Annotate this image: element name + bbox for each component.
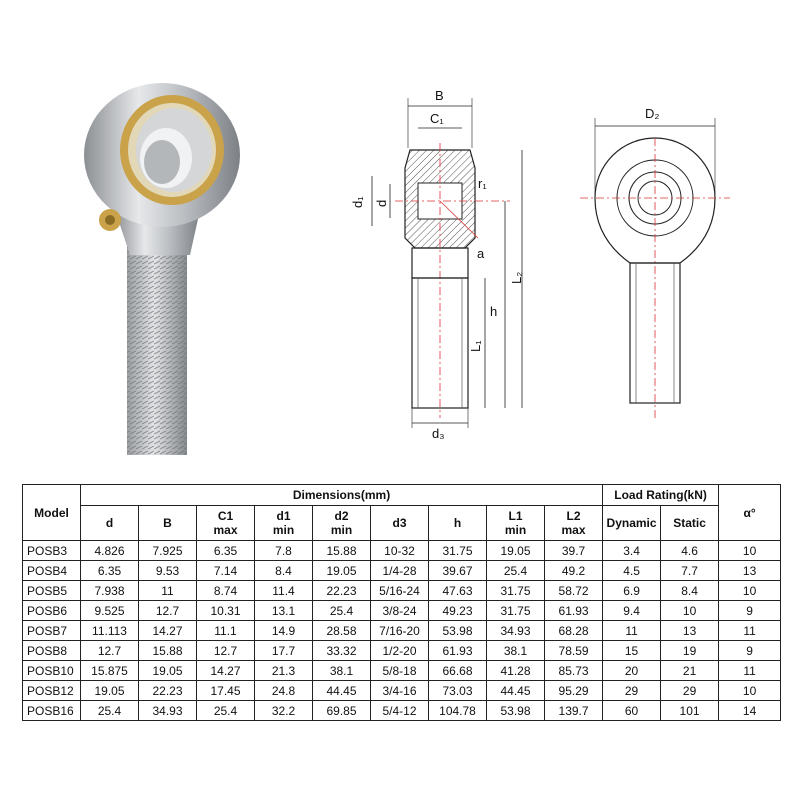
table-cell: 47.63 — [429, 581, 487, 601]
table-cell: 8.4 — [661, 581, 719, 601]
load-column-header: Dynamic — [603, 506, 661, 541]
table-cell: 10 — [719, 541, 781, 561]
table-cell: 15.875 — [81, 661, 139, 681]
table-cell: 5/8-18 — [371, 661, 429, 681]
table-cell: 61.93 — [545, 601, 603, 621]
table-cell: 53.98 — [487, 701, 545, 721]
table-cell: 39.7 — [545, 541, 603, 561]
model-cell: POSB12 — [23, 681, 81, 701]
table-cell: 13 — [661, 621, 719, 641]
table-cell: 6.35 — [81, 561, 139, 581]
table-cell: 29 — [661, 681, 719, 701]
table-cell: 69.85 — [313, 701, 371, 721]
column-header: d — [81, 506, 139, 541]
table-cell: 66.68 — [429, 661, 487, 681]
table-row — [23, 601, 781, 621]
table-cell: 4.5 — [603, 561, 661, 581]
table-cell: 29 — [603, 681, 661, 701]
table-cell: 28.58 — [313, 621, 371, 641]
table-cell: 17.45 — [197, 681, 255, 701]
table-cell: 7.938 — [81, 581, 139, 601]
label-d: d — [374, 199, 389, 207]
table-cell: 13.1 — [255, 601, 313, 621]
table-cell: 10.31 — [197, 601, 255, 621]
table-cell: 22.23 — [313, 581, 371, 601]
model-cell: POSB5 — [23, 581, 81, 601]
table-cell: 85.73 — [545, 661, 603, 681]
table-cell: 19.05 — [313, 561, 371, 581]
table-cell: 20 — [603, 661, 661, 681]
table-cell: 1/4-28 — [371, 561, 429, 581]
table-cell: 14.9 — [255, 621, 313, 641]
table-row — [23, 681, 781, 701]
table-cell: 101 — [661, 701, 719, 721]
table-cell: 34.93 — [487, 621, 545, 641]
table-cell: 10 — [719, 681, 781, 701]
table-cell: 7.14 — [197, 561, 255, 581]
alpha-header: α° — [719, 485, 781, 541]
table-cell: 21 — [661, 661, 719, 681]
table-cell: 3/8-24 — [371, 601, 429, 621]
table-cell: 14.27 — [139, 621, 197, 641]
table-cell: 10 — [719, 581, 781, 601]
table-row — [23, 661, 781, 681]
column-header: d2 min — [313, 506, 371, 541]
model-cell: POSB6 — [23, 601, 81, 621]
label-d3: d₃ — [432, 426, 445, 441]
column-header: L2 max — [545, 506, 603, 541]
table-cell: 4.826 — [81, 541, 139, 561]
table-cell: 58.72 — [545, 581, 603, 601]
table-cell: 1/2-20 — [371, 641, 429, 661]
model-cell: POSB10 — [23, 661, 81, 681]
table-cell: 49.2 — [545, 561, 603, 581]
table-cell: 11.1 — [197, 621, 255, 641]
table-cell: 25.4 — [487, 561, 545, 581]
table-cell: 6.35 — [197, 541, 255, 561]
table-cell: 38.1 — [313, 661, 371, 681]
label-a: a — [477, 246, 485, 261]
table-cell: 9 — [719, 641, 781, 661]
table-cell: 4.6 — [661, 541, 719, 561]
table-cell: 61.93 — [429, 641, 487, 661]
table-cell: 3.4 — [603, 541, 661, 561]
label-r1: r₁ — [478, 176, 487, 191]
table-cell: 9.53 — [139, 561, 197, 581]
table-cell: 11.4 — [255, 581, 313, 601]
model-cell: POSB16 — [23, 701, 81, 721]
column-header: d3 — [371, 506, 429, 541]
table-cell: 31.75 — [487, 601, 545, 621]
load-rating-header: Load Rating(kN) — [603, 485, 719, 506]
label-h: h — [490, 304, 498, 319]
table-row — [23, 701, 781, 721]
table-cell: 32.2 — [255, 701, 313, 721]
table-cell: 39.67 — [429, 561, 487, 581]
table-cell: 68.28 — [545, 621, 603, 641]
table-cell: 19 — [661, 641, 719, 661]
table-cell: 10 — [661, 601, 719, 621]
label-B: B — [435, 88, 444, 103]
model-cell: POSB4 — [23, 561, 81, 581]
table-cell: 9 — [719, 601, 781, 621]
table-cell: 38.1 — [487, 641, 545, 661]
model-cell: POSB3 — [23, 541, 81, 561]
table-cell: 3/4-16 — [371, 681, 429, 701]
table-cell: 104.78 — [429, 701, 487, 721]
table-cell: 73.03 — [429, 681, 487, 701]
table-cell: 11.113 — [81, 621, 139, 641]
table-cell: 11 — [719, 661, 781, 681]
load-column-header: Static — [661, 506, 719, 541]
front-view-drawing — [570, 88, 740, 428]
label-d1: d₁ — [350, 196, 365, 208]
label-L2: L₂ — [509, 271, 524, 284]
spec-table — [22, 484, 781, 721]
table-cell: 15 — [603, 641, 661, 661]
column-header: B — [139, 506, 197, 541]
table-cell: 41.28 — [487, 661, 545, 681]
table-cell: 6.9 — [603, 581, 661, 601]
table-cell: 5/16-24 — [371, 581, 429, 601]
table-cell: 9.4 — [603, 601, 661, 621]
table-cell: 14 — [719, 701, 781, 721]
table-cell: 8.74 — [197, 581, 255, 601]
table-cell: 22.23 — [139, 681, 197, 701]
table-cell: 17.7 — [255, 641, 313, 661]
model-cell: POSB7 — [23, 621, 81, 641]
table-cell: 9.525 — [81, 601, 139, 621]
table-cell: 25.4 — [313, 601, 371, 621]
table-cell: 19.05 — [487, 541, 545, 561]
table-cell: 7.8 — [255, 541, 313, 561]
table-cell: 5/4-12 — [371, 701, 429, 721]
column-header: d1 min — [255, 506, 313, 541]
column-header: L1 min — [487, 506, 545, 541]
table-cell: 13 — [719, 561, 781, 581]
table-cell: 44.45 — [487, 681, 545, 701]
table-cell: 14.27 — [197, 661, 255, 681]
column-header: C1 max — [197, 506, 255, 541]
table-row — [23, 581, 781, 601]
table-cell: 25.4 — [197, 701, 255, 721]
table-cell: 24.8 — [255, 681, 313, 701]
table-cell: 44.45 — [313, 681, 371, 701]
rod-end-bearing-photo — [70, 70, 260, 470]
table-cell: 34.93 — [139, 701, 197, 721]
table-cell: 78.59 — [545, 641, 603, 661]
label-C1: C₁ — [430, 111, 444, 126]
table-cell: 49.23 — [429, 601, 487, 621]
table-cell: 33.32 — [313, 641, 371, 661]
table-cell: 19.05 — [139, 661, 197, 681]
table-row — [23, 641, 781, 661]
table-cell: 10-32 — [371, 541, 429, 561]
model-cell: POSB8 — [23, 641, 81, 661]
label-L1: L₁ — [468, 340, 483, 352]
table-cell: 139.7 — [545, 701, 603, 721]
table-row — [23, 561, 781, 581]
table-cell: 60 — [603, 701, 661, 721]
table-row — [23, 621, 781, 641]
table-cell: 19.05 — [81, 681, 139, 701]
table-cell: 7/16-20 — [371, 621, 429, 641]
table-cell: 7.925 — [139, 541, 197, 561]
model-header: Model — [23, 485, 81, 541]
side-section-drawing — [340, 88, 550, 458]
table-row — [23, 541, 781, 561]
table-cell: 31.75 — [429, 541, 487, 561]
table-cell: 15.88 — [313, 541, 371, 561]
table-cell: 95.29 — [545, 681, 603, 701]
table-cell: 25.4 — [81, 701, 139, 721]
table-cell: 11 — [719, 621, 781, 641]
table-cell: 53.98 — [429, 621, 487, 641]
table-body — [23, 541, 781, 721]
table-cell: 11 — [603, 621, 661, 641]
label-D2: D₂ — [645, 106, 660, 121]
table-cell: 12.7 — [81, 641, 139, 661]
dimensions-header: Dimensions(mm) — [81, 485, 603, 506]
table-cell: 8.4 — [255, 561, 313, 581]
table-cell: 31.75 — [487, 581, 545, 601]
table-cell: 21.3 — [255, 661, 313, 681]
table-cell: 7.7 — [661, 561, 719, 581]
table-cell: 12.7 — [197, 641, 255, 661]
column-header-row — [23, 506, 781, 541]
table-cell: 15.88 — [139, 641, 197, 661]
table-cell: 12.7 — [139, 601, 197, 621]
column-header: h — [429, 506, 487, 541]
table-cell: 11 — [139, 581, 197, 601]
